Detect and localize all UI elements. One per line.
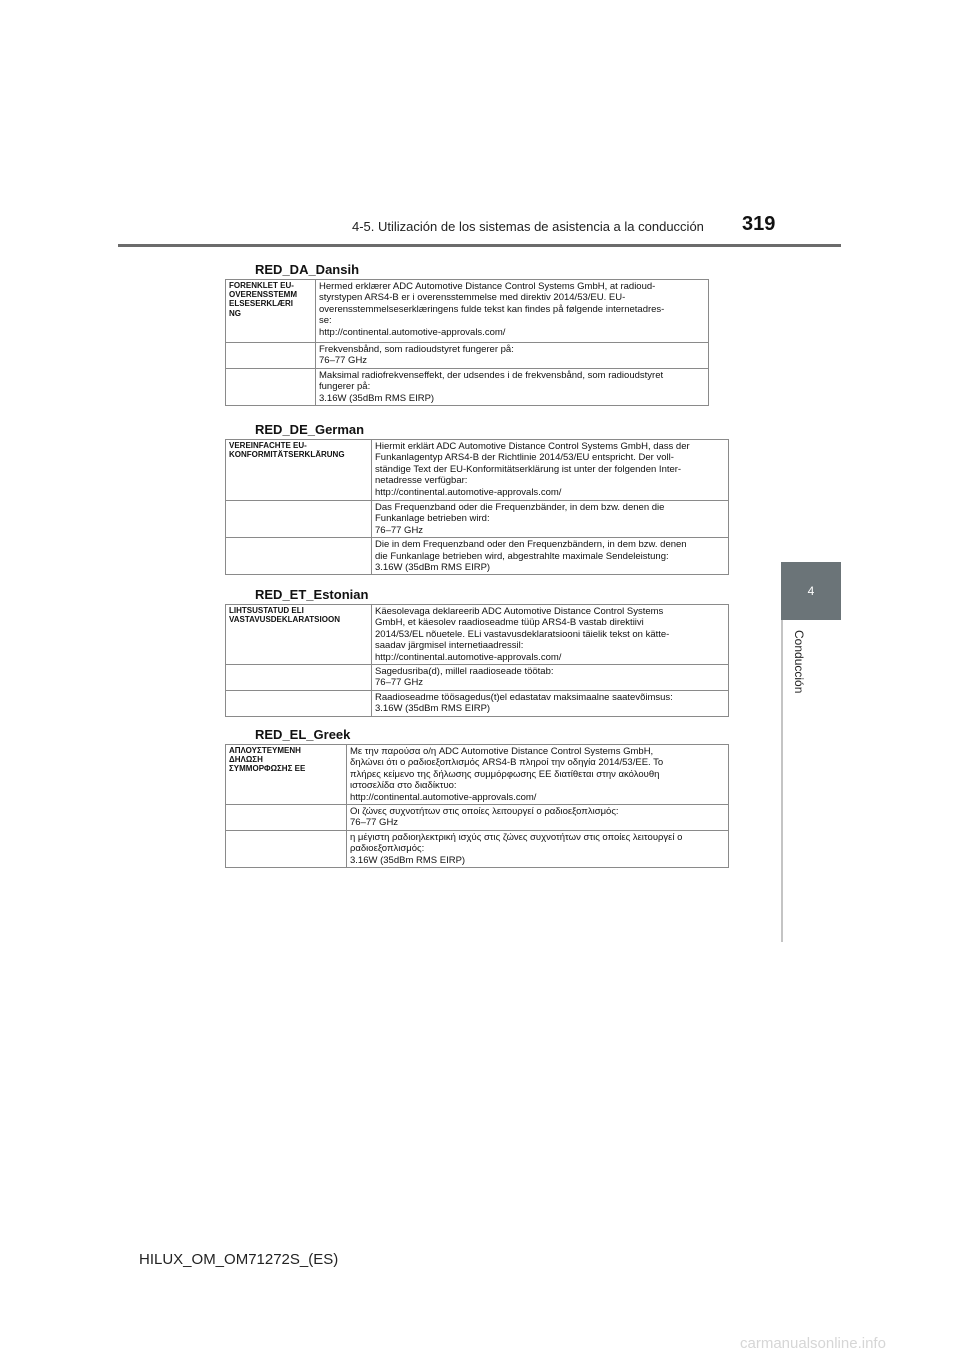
table-row bbox=[226, 501, 729, 538]
frequency-text: Das Frequenzband oder die Frequenzbänder, in dem bzw. denen die Funkanlage betrieben wird: 76–77 GHz bbox=[372, 501, 729, 538]
declaration-text: Hermed erklærer ADC Automotive Distance Control Systems GmbH, at radioud- styrstypen ARS4-B er i overensstemmelse med direktiv 2014/53/EU. EU- overensstemmelseserklæringens fulde tekst kan findes på følgende internetadres- se: http://continental.automotive-approvals.com/ bbox=[316, 280, 709, 343]
chapter-tab[interactable] bbox=[781, 562, 841, 620]
document-code: HILUX_OM_OM71272S_(ES) bbox=[139, 1251, 339, 1268]
declaration-table bbox=[225, 279, 709, 406]
page-number: 319 bbox=[742, 213, 776, 235]
chapter-tab-number: 4 bbox=[807, 584, 815, 598]
table-row bbox=[226, 605, 729, 665]
declaration-label: VEREINFACHTE EU- KONFORMITÄTSERKLÄRUNG bbox=[226, 440, 372, 501]
declaration-table bbox=[225, 604, 729, 717]
frequency-text: Οι ζώνες συχνοτήτων στις οποίες λειτουργεί ο ραδιοεξοπλισμός: 76–77 GHz bbox=[347, 805, 729, 831]
power-text: η μέγιστη ραδιοηλεκτρική ισχύς στις ζώνες συχνοτήτων στις οποίες λειτουργεί ο ραδιοεξοπλισμός: 3.16W (35dBm RMS EIRP) bbox=[347, 830, 729, 867]
empty-label-cell bbox=[226, 805, 347, 831]
frequency-text: Sagedusriba(d), millel raadioseade töötab: 76–77 GHz bbox=[372, 665, 729, 691]
chapter-tab-label: Conducción bbox=[792, 630, 806, 694]
table-row bbox=[226, 665, 729, 691]
section-heading: RED_EL_Greek bbox=[255, 727, 351, 742]
power-text: Maksimal radiofrekvenseffekt, der udsendes i de frekvensbånd, som radioudstyret fungerer på: 3.16W (35dBm RMS EIRP) bbox=[316, 368, 709, 405]
side-divider bbox=[781, 620, 783, 942]
declaration-label: FORENKLET EU- OVERENSSTEMM ELSESERKLÆRI NG bbox=[226, 280, 316, 343]
power-text: Raadioseadme töösagedus(t)el edastatav maksimaalne saatevõimsus: 3.16W (35dBm RMS EIRP) bbox=[372, 690, 729, 716]
power-text: Die in dem Frequenzband oder den Frequenzbändern, in dem bzw. denen die Funkanlage betrieben wird, abgestrahlte maximale Sendeleistung: 3.16W (35dBm RMS EIRP) bbox=[372, 538, 729, 575]
table-row bbox=[226, 343, 709, 369]
header-rule bbox=[118, 244, 841, 247]
table-row bbox=[226, 690, 729, 716]
declaration-text: Käesolevaga deklareerib ADC Automotive Distance Control Systems GmbH, et käesolev raadioseadme tüüp ARS4-B vastab direktiivi 2014/53/EL nõuetele. ELi vastavusdeklaratsiooni täielik tekst on kätte- saadav järgmisel internetiaadressil: http://continental.automotive-approvals.com/ bbox=[372, 605, 729, 665]
empty-label-cell bbox=[226, 501, 372, 538]
declaration-label: LIHTSUSTATUD ELI VASTAVUSDEKLARATSIOON bbox=[226, 605, 372, 665]
watermark: carmanualsonline.info bbox=[740, 1335, 886, 1352]
table-row bbox=[226, 368, 709, 405]
section-heading: RED_DE_German bbox=[255, 422, 365, 437]
table-row bbox=[226, 805, 729, 831]
declaration-table bbox=[225, 439, 729, 575]
empty-label-cell bbox=[226, 665, 372, 691]
declaration-text: Hiermit erklärt ADC Automotive Distance Control Systems GmbH, dass der Funkanlagentyp ARS4-B der Richtlinie 2014/53/EU entspricht. Der voll- ständige Text der EU-Konformitätserklärung ist unter der folgenden Inter- netadresse verfügbar: http://continental.automotive-approvals.com/ bbox=[372, 440, 729, 501]
declaration-label: ΑΠΛΟΥΣΤΕΥΜΕΝΗ ΔΗΛΩΣΗ ΣΥΜΜΟΡΦΩΣΗΣ ΕΕ bbox=[226, 745, 347, 805]
declaration-text: Με την παρούσα ο/η ADC Automotive Distance Control Systems GmbH, δηλώνει ότι ο ραδιοεξοπλισμός ARS4-B πληροί την οδηγία 2014/53/ΕΕ. Το πλήρες κείμενο της δήλωσης συμμόρφωσης ΕΕ διατίθεται στην ακόλουθη ιστοσελίδα στο διαδίκτυο: http://continental.automotive-approvals.com/ bbox=[347, 745, 729, 805]
table-row bbox=[226, 538, 729, 575]
empty-label-cell bbox=[226, 690, 372, 716]
section-heading: RED_ET_Estonian bbox=[255, 587, 369, 602]
empty-label-cell bbox=[226, 830, 347, 867]
table-row bbox=[226, 440, 729, 501]
frequency-text: Frekvensbånd, som radioudstyret fungerer på: 76–77 GHz bbox=[316, 343, 709, 369]
table-row bbox=[226, 745, 729, 805]
table-row bbox=[226, 280, 709, 343]
chapter-title: 4-5. Utilización de los sistemas de asistencia a la conducción bbox=[352, 219, 704, 234]
empty-label-cell bbox=[226, 368, 316, 405]
empty-label-cell bbox=[226, 343, 316, 369]
declaration-table bbox=[225, 744, 729, 868]
section-heading: RED_DA_Dansih bbox=[255, 262, 360, 277]
empty-label-cell bbox=[226, 538, 372, 575]
table-row bbox=[226, 830, 729, 867]
